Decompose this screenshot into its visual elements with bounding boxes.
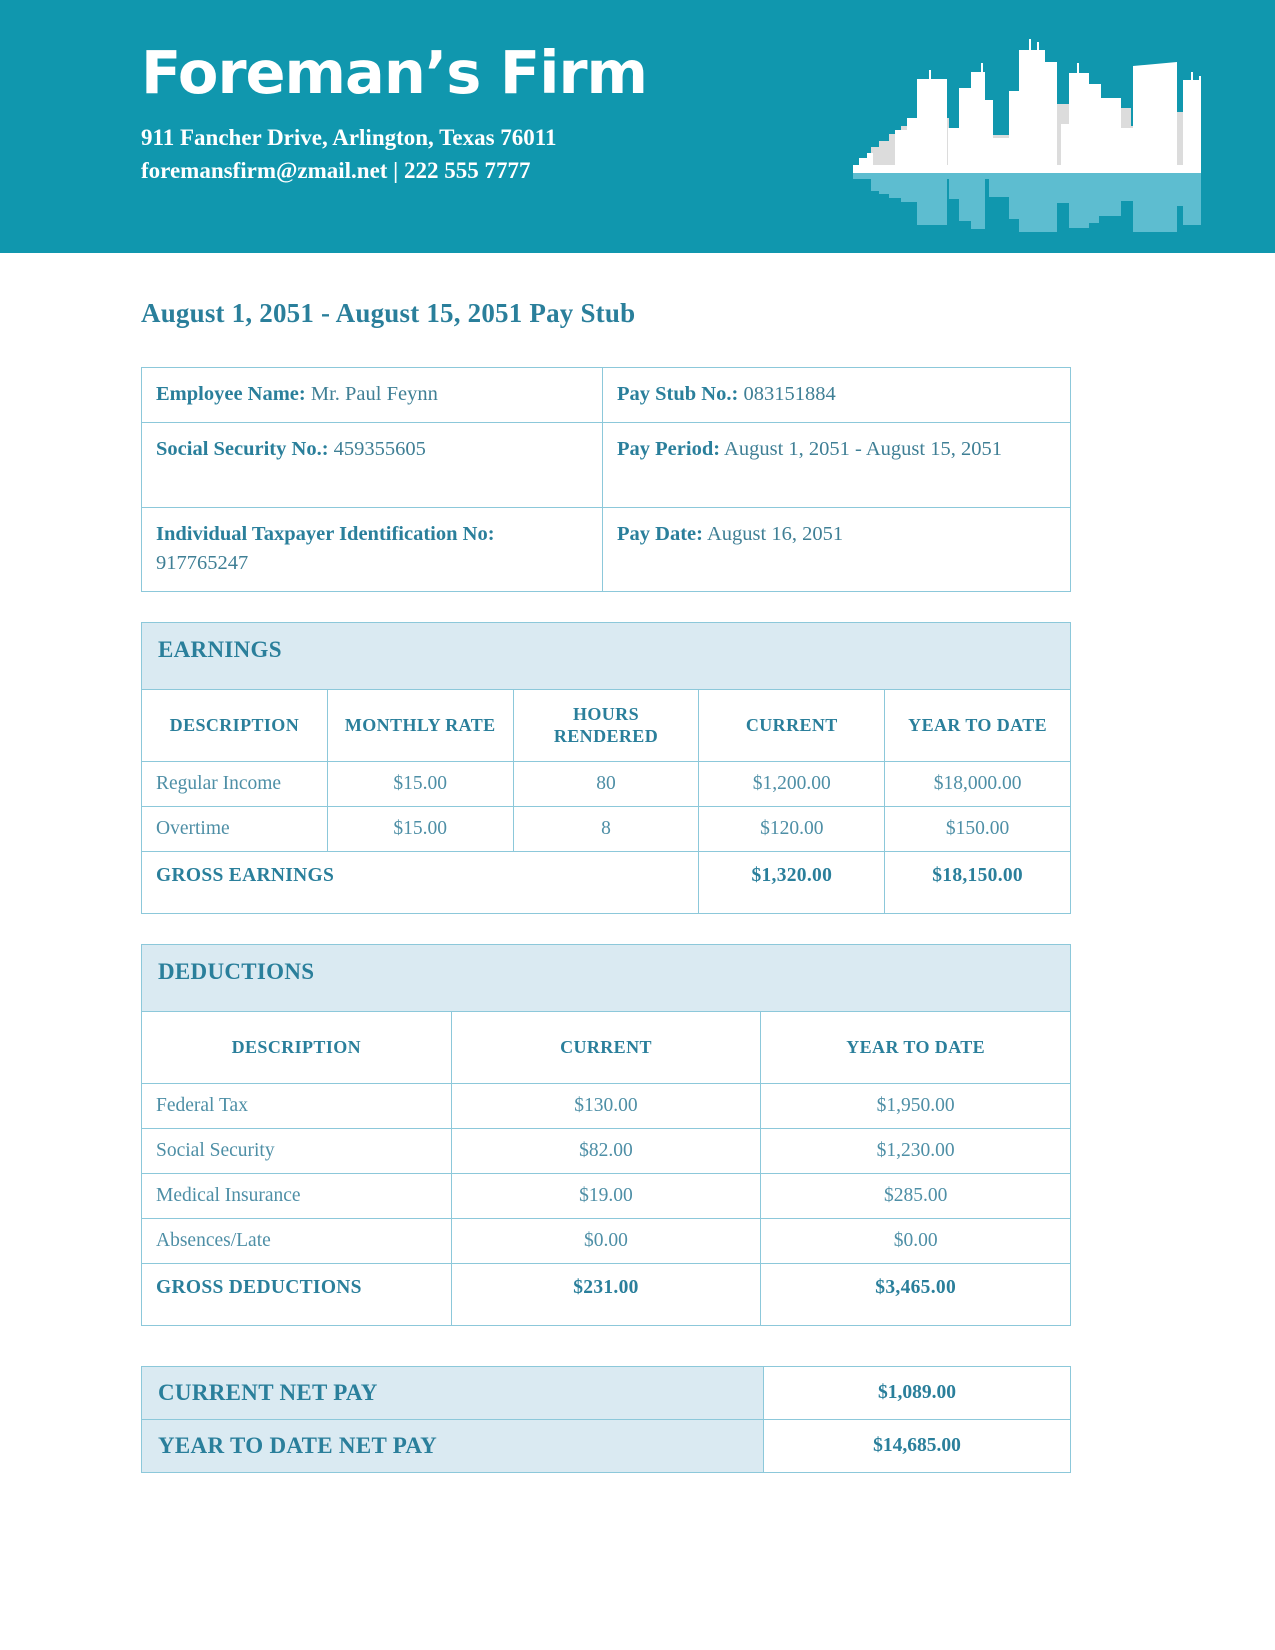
earnings-monthly-rate: $15.00 xyxy=(327,761,513,806)
itin-value: 917765247 xyxy=(156,551,249,574)
earnings-monthly-rate: $15.00 xyxy=(327,806,513,851)
deduction-current: $19.00 xyxy=(451,1173,761,1218)
company-name: Foreman’s Firm xyxy=(141,38,648,107)
company-address: 911 Fancher Drive, Arlington, Texas 76011 xyxy=(141,124,557,150)
ytd-net-pay-label: YEAR TO DATE NET PAY xyxy=(142,1419,764,1472)
earnings-section-header xyxy=(142,622,1071,689)
pay-period-cell xyxy=(603,423,1071,508)
current-net-pay-value: $1,089.00 xyxy=(764,1366,1071,1419)
earnings-hours-rendered: 8 xyxy=(513,806,699,851)
ytd-net-pay-row xyxy=(142,1419,1071,1472)
itin-cell xyxy=(142,508,603,592)
deduction-current: $0.00 xyxy=(451,1218,761,1263)
earnings-col-ytd: YEAR TO DATE xyxy=(885,689,1071,761)
gross-deductions-current: $231.00 xyxy=(451,1263,761,1325)
pay-stub-no-value: 083151884 xyxy=(743,383,836,405)
employee-name-cell xyxy=(142,368,603,423)
page-title: August 1, 2051 - August 15, 2051 Pay Stub xyxy=(141,298,636,328)
deduction-description: Social Security xyxy=(142,1128,452,1173)
pay-period-value: August 1, 2051 - August 15, 2051 xyxy=(724,438,1002,461)
table-row xyxy=(142,1218,1071,1263)
earnings-ytd: $150.00 xyxy=(885,806,1071,851)
employee-info-table xyxy=(141,367,1071,592)
deduction-ytd: $1,950.00 xyxy=(761,1083,1071,1128)
deductions-col-description: DESCRIPTION xyxy=(142,1011,452,1083)
gross-deductions-label: GROSS DEDUCTIONS xyxy=(142,1263,452,1325)
pay-stub-no-label: Pay Stub No.: xyxy=(617,383,739,405)
gross-deductions-ytd: $3,465.00 xyxy=(761,1263,1071,1325)
pay-date-value: August 16, 2051 xyxy=(706,523,844,546)
gross-earnings-label: GROSS EARNINGS xyxy=(142,851,699,913)
table-row xyxy=(142,1128,1071,1173)
earnings-col-description: DESCRIPTION xyxy=(142,689,328,761)
gross-earnings-ytd: $18,150.00 xyxy=(885,851,1071,913)
earnings-section-title: EARNINGS xyxy=(142,622,1071,689)
deduction-current: $130.00 xyxy=(451,1083,761,1128)
deductions-col-current: CURRENT xyxy=(451,1011,761,1083)
gross-earnings-current: $1,320.00 xyxy=(699,851,885,913)
current-net-pay-label: CURRENT NET PAY xyxy=(142,1366,764,1419)
deductions-column-headers xyxy=(142,1011,1071,1083)
employee-name-value: Mr. Paul Feynn xyxy=(310,383,438,405)
current-net-pay-row xyxy=(142,1366,1071,1419)
document-body xyxy=(0,298,1275,1473)
table-row xyxy=(142,508,1071,592)
table-row xyxy=(142,1083,1071,1128)
table-row xyxy=(142,1173,1071,1218)
ssn-value: 459355605 xyxy=(333,438,426,461)
deduction-ytd: $0.00 xyxy=(761,1218,1071,1263)
earnings-hours-rendered: 80 xyxy=(513,761,699,806)
table-row xyxy=(142,761,1071,806)
gross-earnings-row xyxy=(142,851,1071,913)
net-pay-table xyxy=(141,1366,1071,1473)
earnings-table xyxy=(141,622,1071,914)
deduction-description: Federal Tax xyxy=(142,1083,452,1128)
city-skyline-icon xyxy=(813,22,1213,232)
earnings-current: $120.00 xyxy=(699,806,885,851)
ytd-net-pay-value: $14,685.00 xyxy=(764,1419,1071,1472)
table-row xyxy=(142,806,1071,851)
earnings-description: Overtime xyxy=(142,806,328,851)
earnings-col-current: CURRENT xyxy=(699,689,885,761)
deduction-description: Medical Insurance xyxy=(142,1173,452,1218)
gross-deductions-row xyxy=(142,1263,1071,1325)
company-identity xyxy=(141,38,648,188)
ssn-cell xyxy=(142,423,603,508)
table-row xyxy=(142,423,1071,508)
earnings-description: Regular Income xyxy=(142,761,328,806)
deductions-section-title: DEDUCTIONS xyxy=(142,944,1071,1011)
table-row xyxy=(142,368,1071,423)
pay-date-label: Pay Date: xyxy=(617,523,703,546)
company-contact: foremansfirm@zmail.net | 222 555 7777 xyxy=(141,158,531,184)
earnings-col-monthly-rate: MONTHLY RATE xyxy=(327,689,513,761)
earnings-column-headers xyxy=(142,689,1071,761)
deduction-ytd: $1,230.00 xyxy=(761,1128,1071,1173)
deductions-table xyxy=(141,944,1071,1326)
earnings-current: $1,200.00 xyxy=(699,761,885,806)
pay-stub-no-cell xyxy=(603,368,1071,423)
deductions-col-ytd: YEAR TO DATE xyxy=(761,1011,1071,1083)
earnings-ytd: $18,000.00 xyxy=(885,761,1071,806)
deduction-description: Absences/Late xyxy=(142,1218,452,1263)
itin-label: Individual Taxpayer Identification No: xyxy=(156,523,495,546)
pay-period-label: Pay Period: xyxy=(617,438,721,461)
deduction-current: $82.00 xyxy=(451,1128,761,1173)
pay-date-cell xyxy=(603,508,1071,592)
earnings-col-hours-rendered: HOURS RENDERED xyxy=(513,689,699,761)
deductions-section-header xyxy=(142,944,1071,1011)
deduction-ytd: $285.00 xyxy=(761,1173,1071,1218)
ssn-label: Social Security No.: xyxy=(156,438,329,461)
page-header xyxy=(0,0,1275,253)
employee-name-label: Employee Name: xyxy=(156,383,306,405)
